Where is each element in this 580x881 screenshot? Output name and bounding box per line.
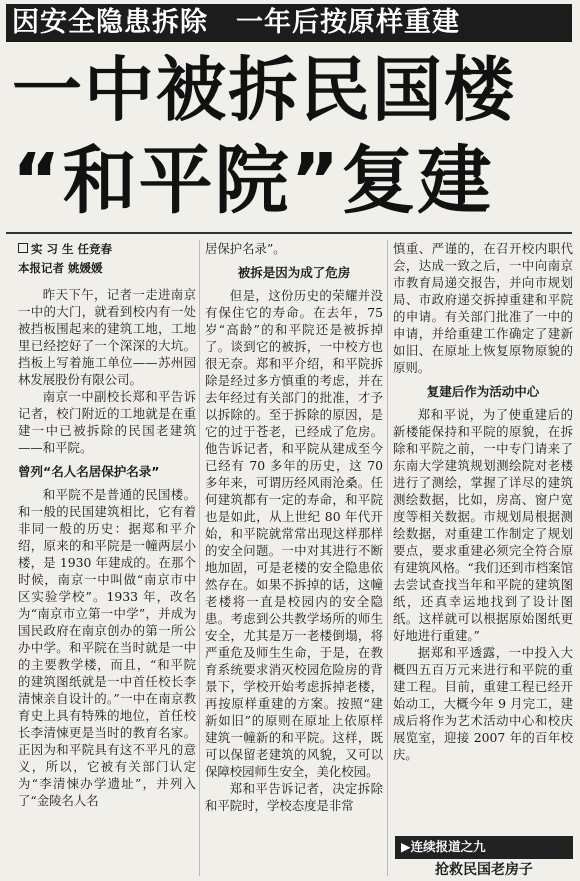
- headline-line1: 一中被拆民国楼: [12, 50, 516, 130]
- paragraph: 南京一中副校长郑和平告诉记者，校门附近的工地就是在重建一中已被拆除的民国老建筑——和平院。: [18, 389, 196, 455]
- column-divider: [387, 240, 388, 876]
- byline-intern: 实 习 生 任竞春: [18, 240, 196, 259]
- byline-reporter: 本报记者 姚媛媛: [18, 261, 103, 275]
- paragraph: 昨天下午，记者一走进南京一中的大门，就看到校内有一处被挡板围起来的建筑工地，工地里已经挖好了一个深深的大坑。挡板上写着施工单位——苏州园林发展股份有限公司。: [18, 287, 196, 387]
- square-icon: [18, 243, 28, 253]
- article-column-2: [205, 240, 383, 872]
- kicker-right: 一年后按原样重建: [236, 7, 460, 38]
- series-label: ▶连续报道之九: [395, 836, 573, 858]
- article-column-3: [393, 240, 573, 830]
- byline: [18, 240, 196, 278]
- paragraph: 郑和平告诉记者，决定拆除和平院时，学校态度是非常: [205, 781, 383, 813]
- subheading: 复建后作为活动中心: [426, 384, 540, 399]
- paragraph: 据郑和平透露，一中投入大概四五百万元来进行和平院的重建工程。目前，重建工程已经开始动工，大概今年 9 月完工，建成后将作为艺术活动中心和校庆展览室，迎接 2007 年的百年校庆。: [393, 645, 573, 762]
- subheading: 曾列“名人名居保护名录”: [18, 464, 160, 479]
- kicker-left: 因安全隐患拆除: [12, 7, 208, 38]
- paragraph: 但是，这份历史的荣耀并没有保住它的寿命。在去年，75岁“高龄”的和平院还是被拆掉了。谈到它的被拆，一中校方也很无奈。郑和平介绍，和平院拆除是经过多方慎重的考虑，并在去年经过有关部门的批准，才予以拆除的。至于拆除的原因，是它的过于苍老，已经成了危房。他告诉记者，和平院从建成至今已经有 70 多年的历史，这 70 多年来，可谓历经风雨沧桑。任何建筑都有一定的寿命，和平院也是如此，从上世纪 80 年代开始，和平院就常常出现这样那样的安全问题。一中对其进行不断地加固，可是老楼的安全隐患依然存在。如果不拆掉的话，这幢老楼将一直是校园内的安全隐患。考虑到公共教学场所的师生安全，尤其是万一老楼倒塌，将严重危及师生生命，于是，在教育系统要求消灭校园危险房的背景下，学校开始考虑拆掉老楼，再按原样重建的方案。按照“建新如旧”的原则在原址上依原样建筑一幢新的和平院。这样，既可以保留老建筑的风貌，又可以保障校园师生安全，美化校园。: [205, 288, 383, 779]
- paragraph: 和平院不是普通的民国楼。和一般的民国建筑相比，它有着非同一般的历史：据郑和平介绍，原来的和平院是一幢两层小楼，是 1930 年建成的。在那个时候，南京一中叫做“南京市中区实验学校”。1933 年，改名为“南京市立第一中学”，并成为国民政府在南京创办的第一所公办中学。和平院在当时就是一中的主要教学楼，而且，“和平院的建筑图纸就是一中首任校长李清悚亲自设计的。”一中在南京教育史上具有特殊的地位，首任校长李清悚更是当时的教育名家。正因为和平院具有这不平凡的意义，所以，它被有关部门认定为“李清悚办学遗址”，并列入了“金陵名人名: [18, 487, 196, 808]
- subheading: 被拆是因为成了危房: [237, 265, 351, 280]
- paragraph: 郑和平说，为了使重建后的新楼能保持和平院的原貌，在拆除和平院之前，一中专门请来了东南大学建筑规划测绘院对老楼进行了测绘，掌握了详尽的建筑测绘数据，比如，房高、窗户宽度等相关数据。市规划局根据测绘数据，对重建工作制定了规划要点，要求重建必须完全符合原有建筑风格。“我们还到市档案馆去尝试查找当年和平院的建筑图纸，还真幸运地找到了设计图纸。这样就可以根据原始图纸更好地进行重建。”: [393, 407, 573, 643]
- column-divider: [199, 240, 200, 876]
- paragraph-continued: 慎重、严谨的，在召开校内职代会，达成一致之后，一中向南京市教育局递交报告，并向市规划局、市政府递交拆掉重建和平院的申请。有关部门批准了一中的申请，并给重建工作确定了建新如旧、在原址上恢复原物原貌的原则。: [393, 241, 573, 375]
- headline-line2: “和平院”复建: [12, 138, 494, 224]
- article-column-1: [18, 240, 196, 872]
- series-title: 抢救民国老房子: [395, 858, 573, 881]
- kicker-bar: [6, 4, 572, 42]
- headline-rule: [6, 232, 572, 234]
- paragraph-continued: 居保护名录”。: [205, 241, 286, 256]
